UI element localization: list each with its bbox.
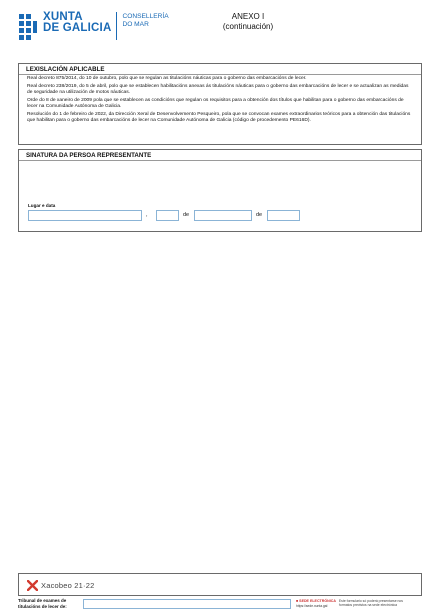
logo-line-1: XUNTA <box>43 11 83 23</box>
sede-note-line-1: Este formulario só poderá presentarse nos <box>338 599 404 603</box>
xacobeo-x-icon <box>27 580 38 591</box>
month-input[interactable] <box>194 210 252 221</box>
xacobeo-text: Xacobeo 21·22 <box>41 581 95 590</box>
sede-icon: ■ <box>296 599 299 603</box>
logo-wordmark <box>43 12 111 34</box>
logo-divider <box>116 12 117 40</box>
sede-electronica <box>296 599 403 608</box>
sede-note <box>339 599 403 607</box>
section-divider <box>19 160 421 161</box>
year-input[interactable] <box>267 210 300 221</box>
legislation-section <box>18 63 422 145</box>
legislation-item: Resolución do 1 de febreiro de 2022, da Dirección Xeral de Desenvolvemento Pesqueiro, pola que se convocan exames extraordinarios teóricos para a obtención das titulacións que habilitan para o goberno das embarcacións de lecer na Comunidade Autónoma de Galicia (código de procedemento PE616D). <box>27 111 411 123</box>
legislation-item: Real decreto 875/2014, do 10 de outubro, polo que se regulan as titulacións náuticas para o goberno das embarcacións de lecer. <box>27 76 307 81</box>
day-input[interactable] <box>156 210 179 221</box>
sede-note-line-2: formatos previstos na sede electrónica <box>338 603 397 608</box>
sede-badge-text: SEDE ELECTRÓNICA <box>299 599 336 603</box>
tribunal-label-line-1: Tribunal de exames de <box>18 598 67 603</box>
dept-line-2: DO MAR <box>122 21 149 28</box>
sede-badge <box>296 599 336 604</box>
xunta-cross-icon <box>18 12 38 42</box>
logo-line-2: DE GALICIA <box>43 22 112 34</box>
signature-section <box>18 149 422 232</box>
annex-title: ANEXO I <box>231 12 265 21</box>
department-name <box>122 13 168 29</box>
sede-block <box>296 599 336 608</box>
de-separator-2: de <box>256 212 263 218</box>
dept-line-1: CONSELLERÍA <box>122 13 169 20</box>
legislation-title: LEXISLACIÓN APLICABLE <box>26 66 105 73</box>
tribunal-label <box>18 598 67 609</box>
xacobeo-logo <box>27 580 94 591</box>
signature-title: SINATURA DA PERSOA REPRESENTANTE <box>26 152 152 159</box>
legislation-list <box>19 75 421 124</box>
comma-separator: , <box>146 212 148 218</box>
legislation-item: Real decreto 238/2019, do 5 de abril, polo que se establecen habilitacións anexas ás titulacións náuticas para o goberno das embarcacións de lecer e se actualizan as medidas de seguridade na utilización de motos náuticas. <box>27 83 409 95</box>
footer-logo-box <box>18 573 422 596</box>
sede-url[interactable]: https://sede.xunta.gal <box>296 603 328 608</box>
page-header <box>18 12 422 48</box>
xunta-logo <box>18 12 169 42</box>
annex-heading <box>188 12 308 32</box>
tribunal-input[interactable] <box>83 599 291 609</box>
place-date-label: Lugar e data <box>28 203 56 208</box>
legislation-item: Orde do 8 de xaneiro de 2009 pola que se establecen as condicións que regulan os requisitos para a obtención dos títulos que habilitan para o goberno das embarcacións de lecer na Comunidade Autónoma de Galicia. <box>27 97 404 109</box>
tribunal-label-line-2: titulacións de lecer de: <box>18 603 67 609</box>
de-separator-1: de <box>183 212 190 218</box>
place-input[interactable] <box>28 210 142 221</box>
annex-subtitle: (continuación) <box>222 22 274 31</box>
